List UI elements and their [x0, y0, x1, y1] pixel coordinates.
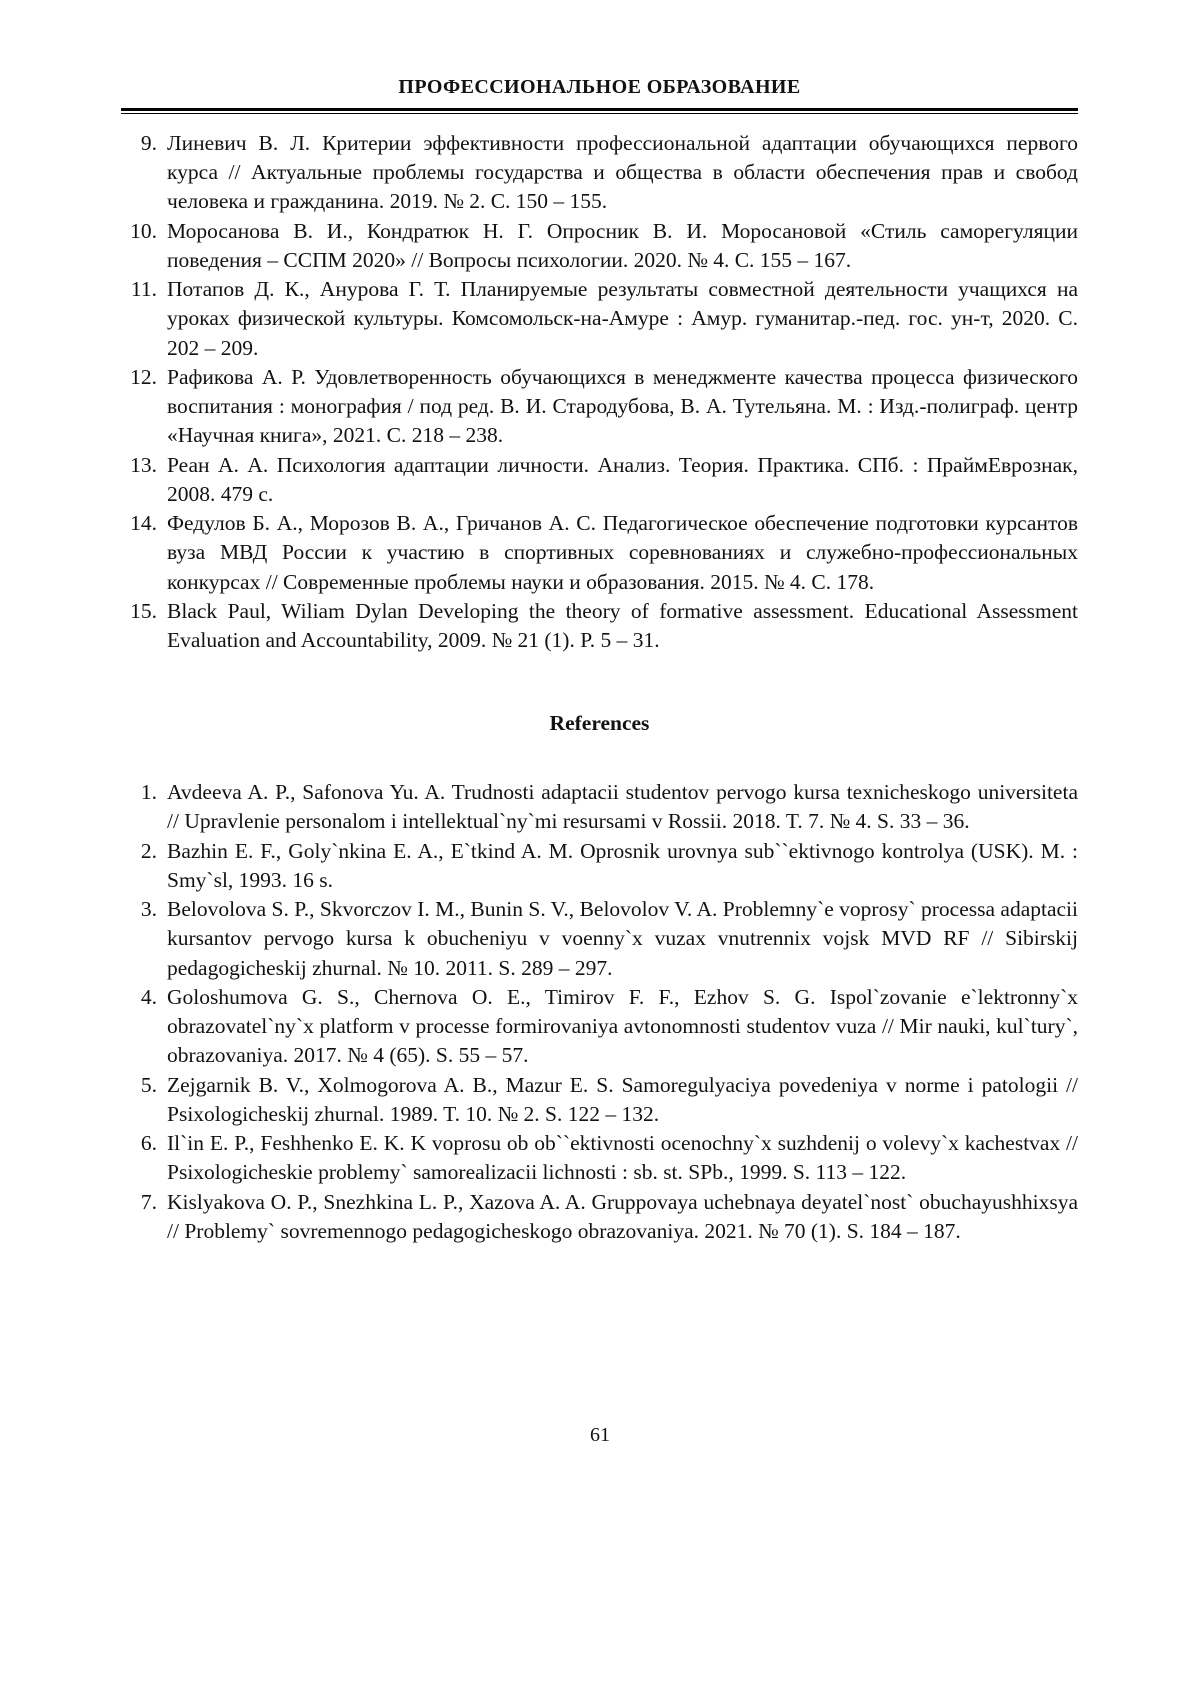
- journal-section-header: ПРОФЕССИОНАЛЬНОЕ ОБРАЗОВАНИЕ: [398, 76, 801, 98]
- item-number: 5.: [140, 1072, 157, 1097]
- item-text: Goloshumova G. S., Chernova O. E., Timirov F. F., Ezhov S. G. Ispol`zovanie e`lektronny`x obrazovatel`ny`x platform v processe formirovaniya avtonomnosti studentov vuza // Mir nauki, kul`tury`, obrazovaniya. 2017. № 4 (65). S. 55 – 57.: [167, 984, 1078, 1068]
- bibliography-item: [121, 597, 1078, 655]
- item-number: 4.: [140, 984, 157, 1009]
- page-number: 61: [590, 1424, 610, 1446]
- reference-item: [121, 895, 1078, 983]
- reference-item: [121, 983, 1078, 1071]
- reference-item: [121, 778, 1078, 836]
- item-text: Kislyakova O. P., Snezhkina L. P., Xazova A. A. Gruppovaya uchebnaya deyatel`nost` obuchayushhixsya // Problemy` sovremennogo pedagogicheskogo obrazovaniya. 2021. № 70 (1). S. 184 – 187.: [167, 1189, 1078, 1243]
- item-number: 1.: [140, 780, 157, 805]
- reference-item: [121, 1129, 1078, 1187]
- item-number: 2.: [140, 838, 157, 863]
- item-text: Black Paul, Wiliam Dylan Developing the theory of formative assessment. Educational Assessment Evaluation and Accountability, 2009. № 21 (1). P. 5 – 31.: [167, 598, 1078, 652]
- bibliography-item: [121, 129, 1078, 217]
- item-number: 11.: [130, 277, 157, 302]
- item-number: 15.: [130, 598, 157, 623]
- references-heading: References: [549, 711, 650, 736]
- header-rule: [121, 108, 1078, 114]
- item-number: 3.: [140, 897, 157, 922]
- item-number: 6.: [140, 1131, 157, 1156]
- bibliography-item: [121, 217, 1078, 275]
- item-text: Bazhin E. F., Goly`nkina E. A., E`tkind A. M. Oprosnik urovnya sub``ektivnogo kontrolya (USK). M. : Smy`sl, 1993. 16 s.: [167, 838, 1078, 892]
- item-number: 7.: [140, 1189, 157, 1214]
- item-text: Потапов Д. К., Анурова Г. Т. Планируемые результаты совместной деятельности учащихся на уроках физической культуры. Комсомольск-на-Амуре : Амур. гуманитар.-пед. гос. ун-т, 2020. С. 202 – 209.: [167, 277, 1078, 360]
- references-list: [121, 778, 1078, 1246]
- item-number: 12.: [130, 364, 157, 389]
- item-text: Рафикова А. Р. Удовлетворенность обучающихся в менеджменте качества процесса физического воспитания : монография / под ред. В. И. Стародубова, В. А. Тутельяна. М. : Изд.-полиграф. центр «Научная книга», 2021. С. 218 – 238.: [167, 364, 1078, 448]
- bibliography-list: [121, 129, 1078, 655]
- document-page: [121, 0, 1078, 1246]
- item-number: 13.: [130, 452, 157, 477]
- item-text: Avdeeva A. P., Safonova Yu. A. Trudnosti adaptacii studentov pervogo kursa texnicheskogo universiteta // Upravlenie personalom i intellektual`ny`mi resursami v Rossii. 2018. T. 7. № 4. S. 33 – 36.: [167, 780, 1078, 834]
- bibliography-item: [121, 275, 1078, 363]
- item-text: Линевич В. Л. Критерии эффективности профессиональной адаптации обучающихся первого курса // Актуальные проблемы государства и общества в области обеспечения прав и свобод человека и гражданина. 2019. № 2. С. 150 – 155.: [167, 131, 1078, 214]
- item-text: Il`in E. P., Feshhenko E. K. K voprosu ob ob``ektivnosti ocenochny`x suzhdenij o volevy`x kachestvax // Psixologicheskie problemy` samorealizacii lichnosti : sb. st. SPb., 1999. S. 113 – 122.: [167, 1131, 1078, 1185]
- reference-item: [121, 837, 1078, 895]
- item-text: Моросанова В. И., Кондратюк Н. Г. Опросник В. И. Моросановой «Стиль саморегуляции поведения – ССПМ 2020» // Вопросы психологии. 2020. № 4. С. 155 – 167.: [167, 218, 1078, 272]
- item-number: 14.: [130, 511, 157, 536]
- bibliography-item: [121, 363, 1078, 451]
- item-text: Реан А. А. Психология адаптации личности. Анализ. Теория. Практика. СПб. : ПраймЕврознак, 2008. 479 с.: [167, 452, 1078, 506]
- bibliography-item: [121, 509, 1078, 597]
- item-text: Zejgarnik B. V., Xolmogorova A. B., Mazur E. S. Samoregulyaciya povedeniya v norme i patologii // Psixologicheskij zhurnal. 1989. T. 10. № 2. S. 122 – 132.: [167, 1072, 1078, 1126]
- item-text: Belovolova S. P., Skvorczov I. M., Bunin S. V., Belovolov V. A. Problemny`e voprosy` processa adaptacii kursantov pervogo kursa k obucheniyu v voenny`x vuzax vnutrennix vojsk MVD RF // Sibirskij pedagogicheskij zhurnal. № 10. 2011. S. 289 – 297.: [167, 897, 1078, 980]
- reference-item: [121, 1071, 1078, 1129]
- item-number: 9.: [140, 131, 157, 155]
- bibliography-item: [121, 451, 1078, 509]
- item-text: Федулов Б. А., Морозов В. А., Гричанов А. С. Педагогическое обеспечение подготовки курсантов вуза МВД России к участию в спортивных соревнованиях и служебно-профессиональных конкурсах // Современные проблемы науки и образования. 2015. № 4. С. 178.: [167, 511, 1078, 594]
- item-number: 10.: [130, 218, 157, 243]
- reference-item: [121, 1188, 1078, 1246]
